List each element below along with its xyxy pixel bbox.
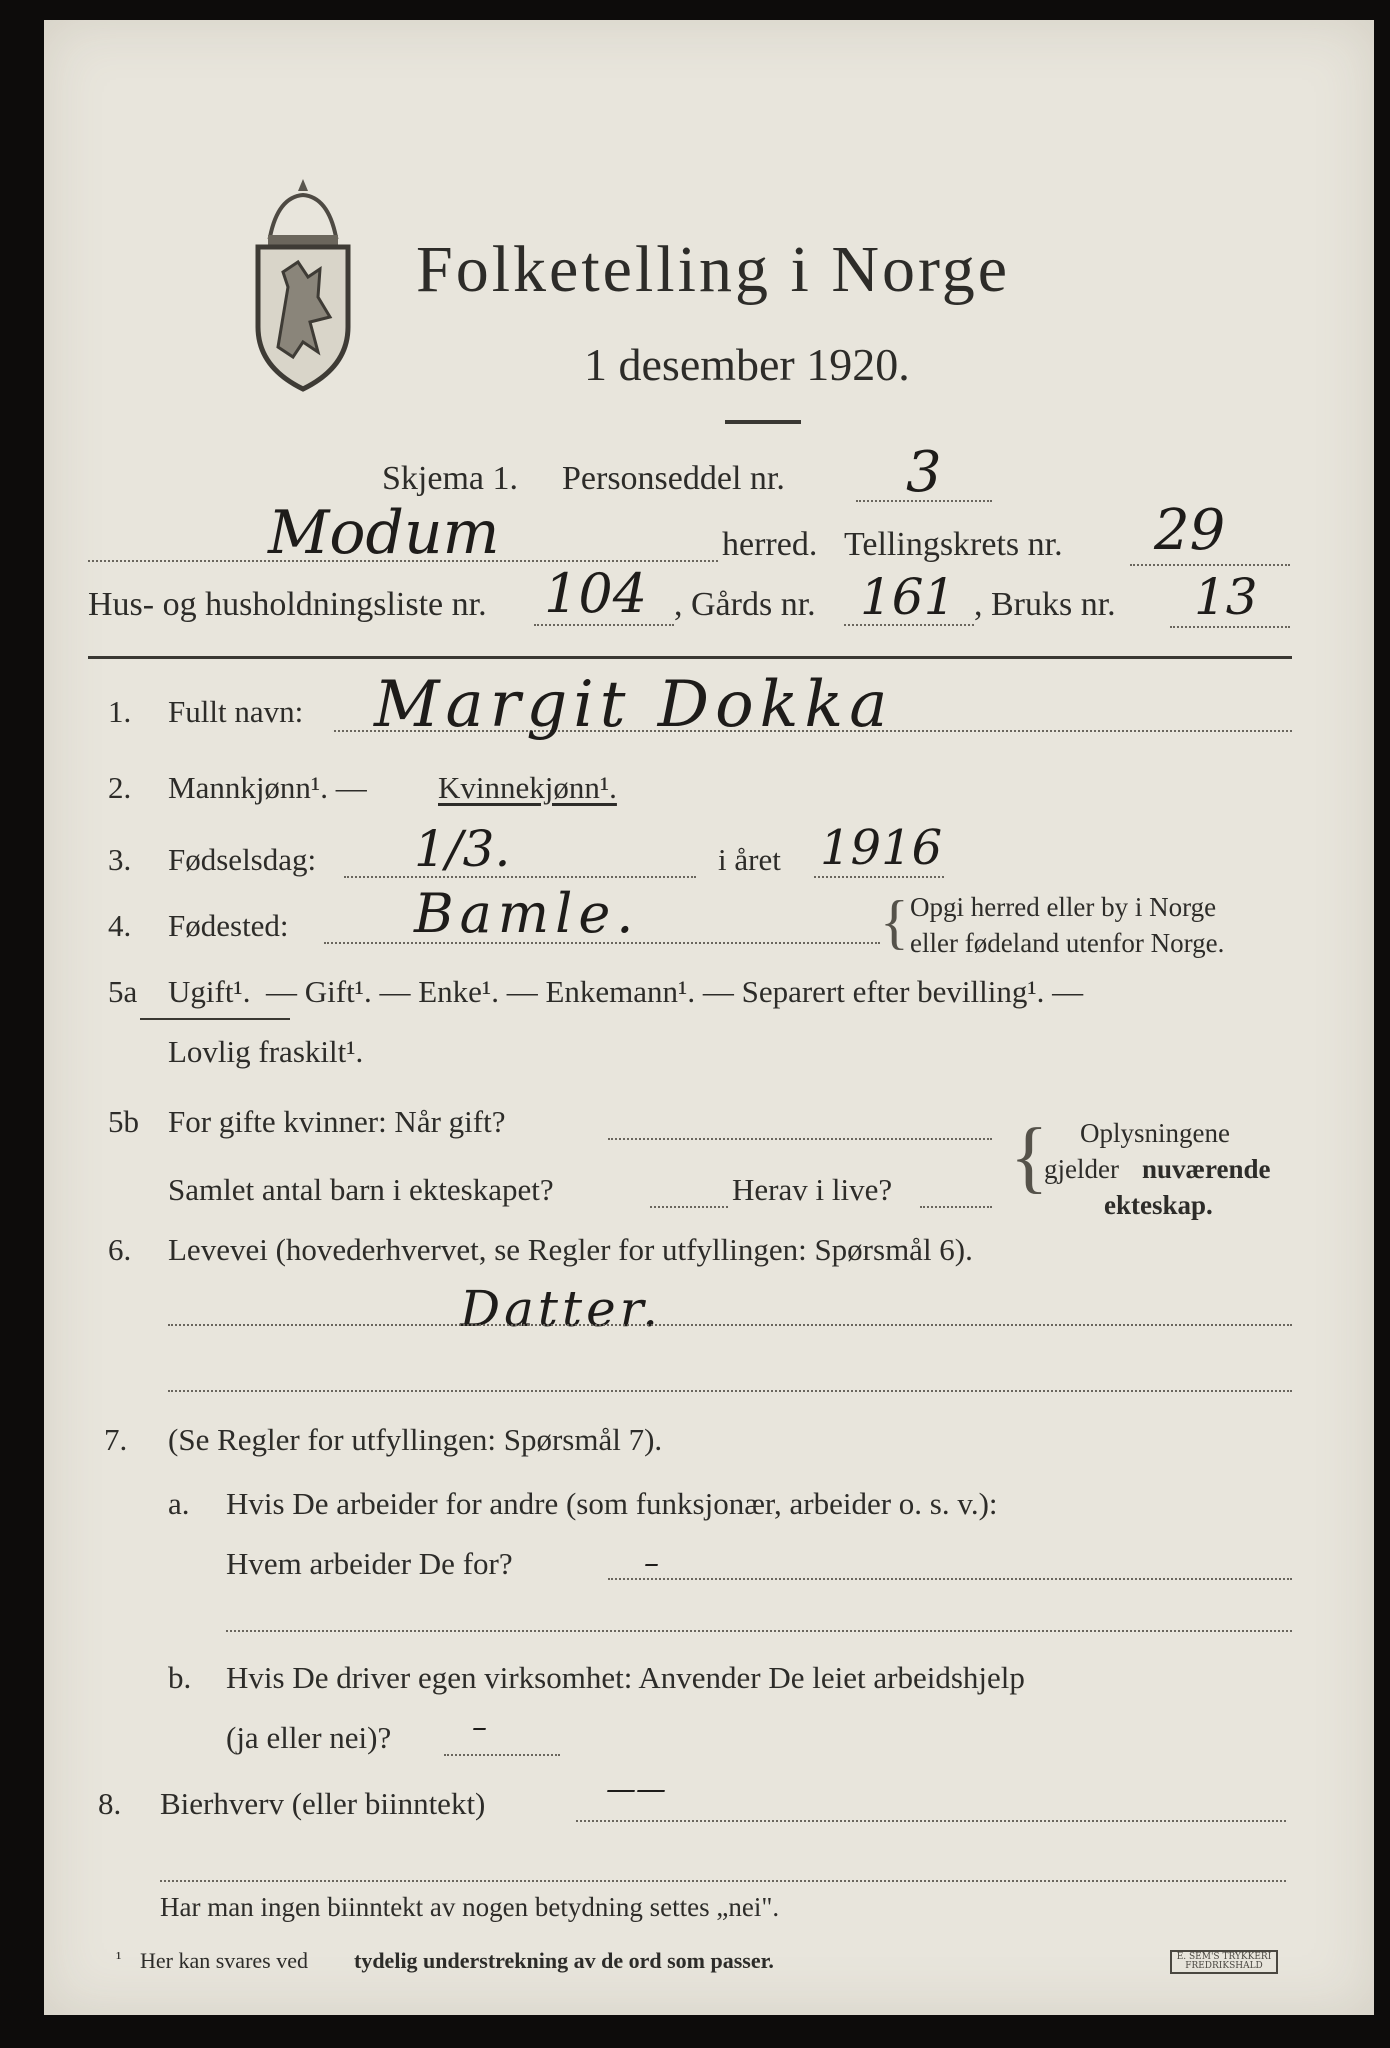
q2-kvinnekjonn[interactable]: Kvinnekjønn¹. <box>438 770 617 805</box>
herred-label: herred. <box>722 526 818 563</box>
q3-dots <box>344 876 696 878</box>
title-divider <box>725 420 801 424</box>
q5b-note-1: Oplysningene <box>1080 1118 1230 1148</box>
q5a-ugift-underline <box>140 1018 290 1020</box>
q5a-ugift[interactable]: Ugift¹. <box>168 974 251 1009</box>
q3-year-label: i året <box>718 842 781 877</box>
q5b-brace: { <box>1010 1113 1049 1201</box>
q4-number: 4. <box>108 908 132 943</box>
census-date: 1 desember 1920. <box>584 339 910 390</box>
tellingskrets-dots <box>1130 564 1290 566</box>
hus-value[interactable]: 104 <box>544 562 648 625</box>
q7b-dots <box>444 1754 560 1756</box>
footnote-text: Her kan svares ved <box>140 1948 308 1973</box>
q7a-text-1: Hvis De arbeider for andre (som funksjonær, arbeider o. s. v.): <box>226 1486 998 1521</box>
coat-of-arms-icon <box>248 177 358 392</box>
footnote-mark: ¹ <box>116 1948 122 1968</box>
q5b-alive-dots <box>920 1206 992 1208</box>
q8-dots-2 <box>160 1880 1286 1882</box>
q3-value[interactable]: 1/3. <box>414 820 511 878</box>
form-title: Folketelling i Norge <box>416 233 1011 306</box>
q7a-dots-1 <box>608 1578 1292 1580</box>
q5b-when-married: For gifte kvinner: Når gift? <box>168 1104 506 1139</box>
q4-brace: { <box>880 889 909 955</box>
tellingskrets-label: Tellingskrets nr. <box>844 526 1063 563</box>
q5a-number: 5a <box>108 974 138 1009</box>
q8-number: 8. <box>98 1786 122 1821</box>
hus-label: Hus- og husholdningsliste nr. <box>88 586 487 623</box>
q7b-text-1: Hvis De driver egen virksomhet: Anvender De leiet arbeidshjelp <box>226 1660 1025 1695</box>
q3-year-dots <box>814 876 944 878</box>
q3-label: Fødselsdag: <box>168 842 317 877</box>
q6-dots-2 <box>168 1390 1292 1392</box>
q5b-children: Samlet antal barn i ekteskapet? <box>168 1172 554 1207</box>
q8-dots-1 <box>576 1820 1286 1822</box>
q2-number: 2. <box>108 770 132 805</box>
q7a-dots-2 <box>226 1630 1292 1632</box>
q7a-value[interactable]: – <box>644 1546 659 1581</box>
q7b-value[interactable]: – <box>472 1710 487 1745</box>
bruks-dots <box>1170 626 1290 628</box>
q7-number: 7. <box>104 1422 128 1457</box>
q4-label: Fødested: <box>168 908 289 943</box>
q7b-letter: b. <box>168 1660 192 1695</box>
q6-number: 6. <box>108 1232 132 1267</box>
q4-note-2: eller fødeland utenfor Norge. <box>910 928 1225 958</box>
q2-mannkjonn: Mannkjønn¹. — <box>168 770 367 805</box>
q5b-children-dots <box>650 1206 728 1208</box>
q4-note-1: Opgi herred eller by i Norge <box>910 892 1217 922</box>
q6-dots-1 <box>168 1324 1292 1326</box>
q7-label: (Se Regler for utfyllingen: Spørsmål 7). <box>168 1422 663 1457</box>
q8-label: Bierhverv (eller biinntekt) <box>160 1786 486 1821</box>
schema-label: Skjema 1. <box>382 460 518 497</box>
q1-label: Fullt navn: <box>168 694 304 729</box>
q7a-letter: a. <box>168 1486 190 1521</box>
q5b-note-2a: gjelder <box>1044 1154 1119 1184</box>
q5b-alive: Herav i live? <box>732 1172 893 1207</box>
footnote-emphasis: tydelig understrekning av de ord som passer. <box>354 1948 774 1973</box>
q6-label: Levevei (hovederhvervet, se Regler for utfyllingen: Spørsmål 6). <box>168 1232 973 1267</box>
gards-value[interactable]: 161 <box>860 568 956 626</box>
q1-value[interactable]: Margit Dokka <box>374 668 894 742</box>
q5b-note-2b: nuværende <box>1142 1154 1271 1184</box>
tellingskrets-value[interactable]: 29 <box>1154 498 1226 563</box>
q7b-text-2: (ja eller nei)? <box>226 1720 392 1755</box>
q8-value[interactable]: —— <box>606 1772 666 1807</box>
q5a-fraskilt: Lovlig fraskilt¹. <box>168 1034 364 1069</box>
q3-year-value[interactable]: 1916 <box>820 820 943 876</box>
q5b-note-3: ekteskap. <box>1104 1190 1213 1220</box>
q1-number: 1. <box>108 694 132 729</box>
no-income-note: Har man ingen biinntekt av nogen betydning settes „nei". <box>160 1892 780 1922</box>
bruks-label: , Bruks nr. <box>974 586 1116 623</box>
printer-stamp-line-1: E. SEM'S TRYKKERI <box>1176 1952 1272 1962</box>
q5a-options: — Gift¹. — Enke¹. — Enkemann¹. — Separert efter bevilling¹. — <box>266 974 1084 1009</box>
herred-value[interactable]: Modum <box>268 498 500 568</box>
printer-stamp-line-2: FREDRIKSHALD <box>1185 1961 1263 1971</box>
gards-label: , Gårds nr. <box>674 586 816 623</box>
bruks-value[interactable]: 13 <box>1194 568 1258 626</box>
q7a-text-2: Hvem arbeider De for? <box>226 1546 513 1581</box>
q5b-number: 5b <box>108 1104 139 1139</box>
q4-value[interactable]: Bamle. <box>414 882 640 945</box>
census-form-sheet <box>44 20 1374 2015</box>
personseddel-label: Personseddel nr. <box>562 460 785 497</box>
personseddel-value[interactable]: 3 <box>906 440 942 505</box>
q6-value[interactable]: Datter. <box>460 1280 662 1338</box>
q5b-when-dots <box>608 1138 992 1140</box>
printer-stamp <box>1170 1950 1278 1974</box>
header-rule <box>88 656 1292 659</box>
q3-number: 3. <box>108 842 132 877</box>
